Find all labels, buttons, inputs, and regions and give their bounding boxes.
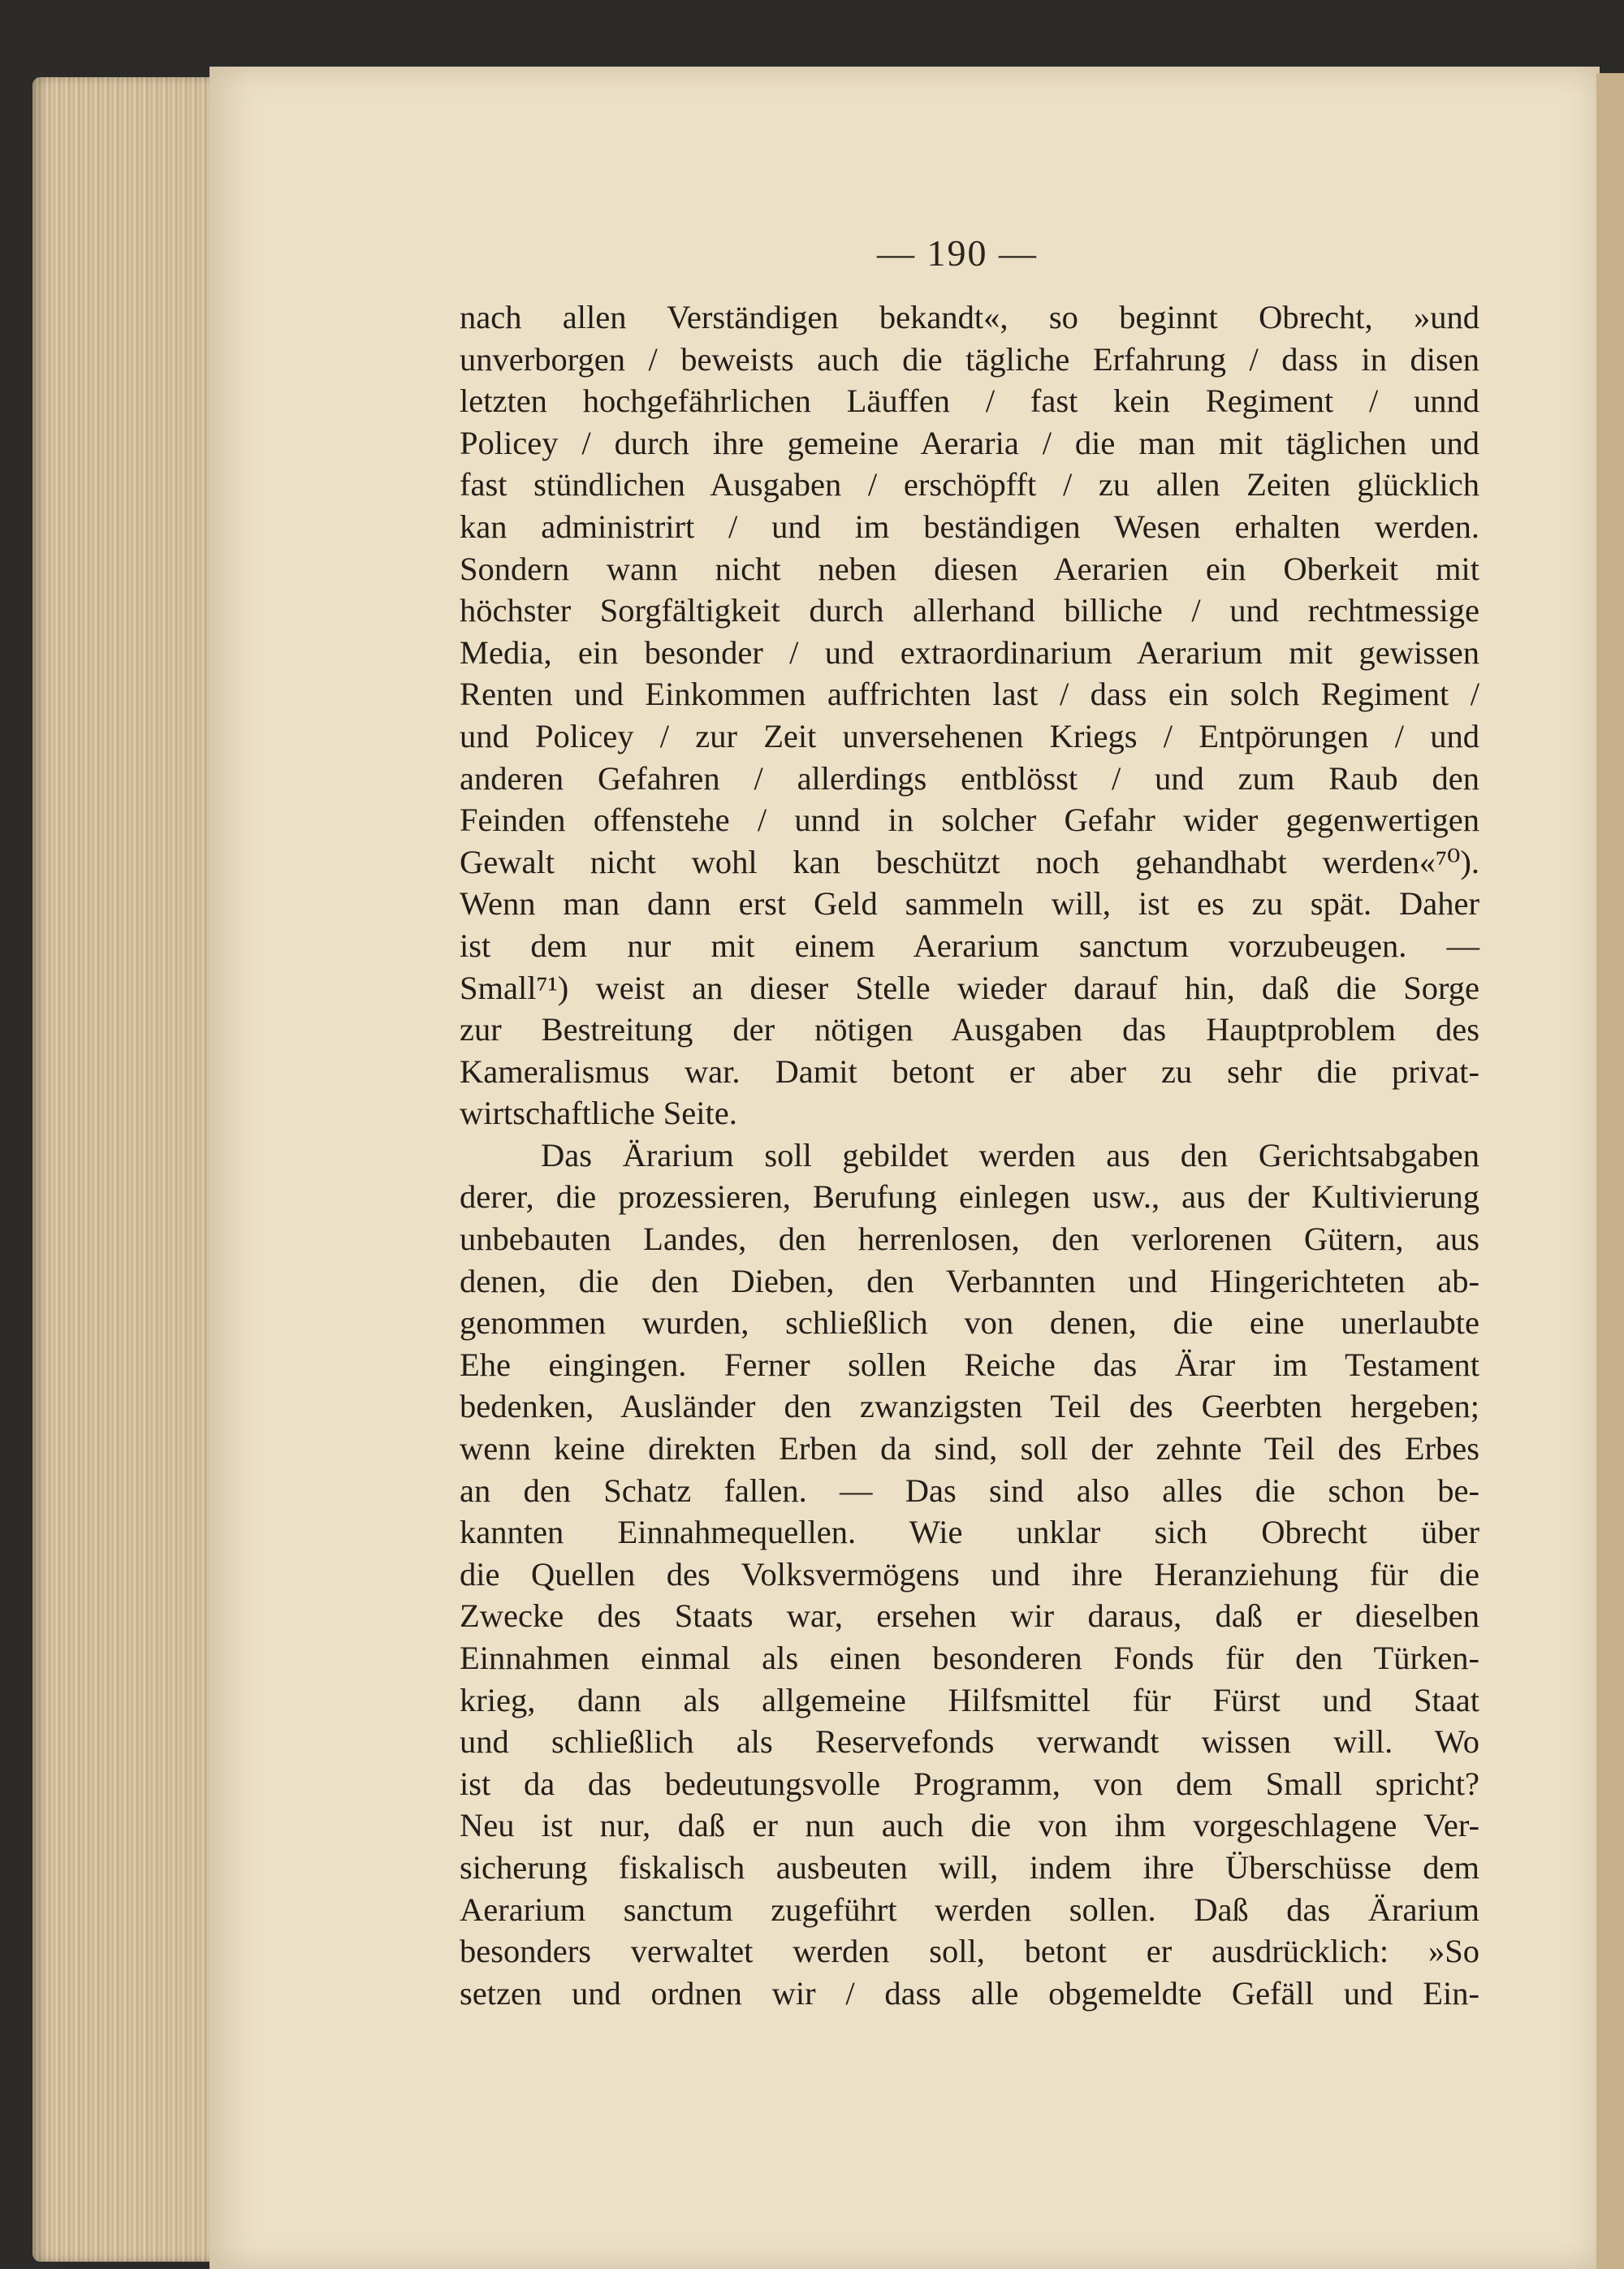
- book-page-edges: [32, 77, 227, 2262]
- text-line: Sondern wann nicht neben diesen Aerarien ein Oberkeit mit: [460, 550, 1479, 587]
- text-line: die Quellen des Volksvermögens und ihre Heranziehung für die: [460, 1555, 1479, 1593]
- text-line: Gewalt nicht wohl kan beschützt noch gehandhabt werden«⁷⁰).: [460, 843, 1479, 880]
- text-line: setzen und ordnen wir / dass alle obgemeldte Gefäll und Ein-: [460, 1974, 1479, 2012]
- text-line: Aerarium sanctum zugeführt werden sollen. Daß das Ärarium: [460, 1891, 1479, 1928]
- text-line: bedenken, Ausländer den zwanzigsten Teil des Geerbten hergeben;: [460, 1388, 1479, 1425]
- text-line: und Policey / zur Zeit unversehenen Kriegs / Entpörungen / und: [460, 717, 1479, 754]
- text-line: unverborgen / beweists auch die tägliche Erfahrung / dass in disen: [460, 340, 1479, 378]
- text-line: Policey / durch ihre gemeine Aeraria / die man mit täglichen und: [460, 424, 1479, 461]
- text-line: an den Schatz fallen. — Das sind also alles die schon be-: [460, 1472, 1479, 1509]
- text-line: besonders verwaltet werden soll, betont er ausdrücklich: »So: [460, 1933, 1479, 1970]
- body-text: [460, 296, 1479, 2014]
- text-line: Small⁷¹) weist an dieser Stelle wieder darauf hin, daß die Sorge: [460, 969, 1479, 1006]
- text-line: genommen wurden, schließlich von denen, die eine unerlaubte: [460, 1304, 1479, 1342]
- text-line: sicherung fiskalisch ausbeuten will, indem ihre Überschüsse dem: [460, 1848, 1479, 1886]
- text-line: Ehe eingingen. Ferner sollen Reiche das Ärar im Testament: [460, 1346, 1479, 1383]
- text-line: anderen Gefahren / allerdings entblösst / und zum Raub den: [460, 759, 1479, 797]
- text-line: Einnahmen einmal als einen besonderen Fonds für den Türken-: [460, 1640, 1479, 1676]
- text-line: ist da das bedeutungsvolle Programm, von dem Small spricht?: [460, 1765, 1479, 1802]
- text-line: nach allen Verständigen bekandt«, so beginnt Obrecht, »und: [460, 299, 1479, 335]
- text-line: kannten Einnahmequellen. Wie unklar sich Obrecht über: [460, 1514, 1479, 1551]
- text-line: Wenn man dann erst Geld sammeln will, ist es zu spät. Daher: [460, 885, 1479, 923]
- text-line: kan administrirt / und im beständigen Wesen erhalten werden.: [460, 508, 1479, 545]
- text-line: ist dem nur mit einem Aerarium sanctum vorzubeugen. —: [460, 927, 1479, 964]
- page-number: — 190 —: [877, 232, 1038, 274]
- text-line: und schließlich als Reservefonds verwandt wissen will. Wo: [460, 1723, 1479, 1761]
- text-line: derer, die prozessieren, Berufung einlegen usw., aus der Kultivierung: [460, 1178, 1479, 1216]
- text-line: Neu ist nur, daß er nun auch die von ihm vorgeschlagene Ver-: [460, 1807, 1479, 1844]
- text-line: unbebauten Landes, den herrenlosen, den verlorenen Gütern, aus: [460, 1221, 1479, 1258]
- text-line: wirtschaftliche Seite.: [460, 1095, 737, 1132]
- text-line-paragraph-start: Das Ärarium soll gebildet werden aus den Gerichtsabgaben: [541, 1136, 1479, 1173]
- book-right-edge: [1596, 73, 1624, 2269]
- text-line: denen, die den Dieben, den Verbannten und Hingerichteten ab-: [460, 1262, 1479, 1299]
- text-line: Feinden offenstehe / unnd in solcher Gefahr wider gegenwertigen: [460, 802, 1479, 839]
- text-line: höchster Sorgfältigkeit durch allerhand billiche / und rechtmessige: [460, 592, 1479, 629]
- text-line: fast stündlichen Ausgaben / erschöpfft / zu allen Zeiten glücklich: [460, 466, 1479, 504]
- text-line: Zwecke des Staats war, ersehen wir daraus, daß er dieselben: [460, 1597, 1479, 1635]
- scan-background-right: [1592, 0, 1624, 73]
- text-line: letzten hochgefährlichen Läuffen / fast kein Regiment / unnd: [460, 382, 1479, 420]
- text-line: krieg, dann als allgemeine Hilfsmittel für Fürst und Staat: [460, 1681, 1479, 1718]
- text-line: zur Bestreitung der nötigen Ausgaben das Hauptproblem des: [460, 1011, 1479, 1048]
- text-line: Kameralismus war. Damit betont er aber zu sehr die privat-: [460, 1052, 1479, 1090]
- text-line: Media, ein besonder / und extraordinarium Aerarium mit gewissen: [460, 633, 1479, 671]
- text-line: Renten und Einkommen auffrichten last / dass ein solch Regiment /: [460, 676, 1479, 713]
- text-line: wenn keine direkten Erben da sind, soll der zehnte Teil des Erbes: [460, 1430, 1479, 1467]
